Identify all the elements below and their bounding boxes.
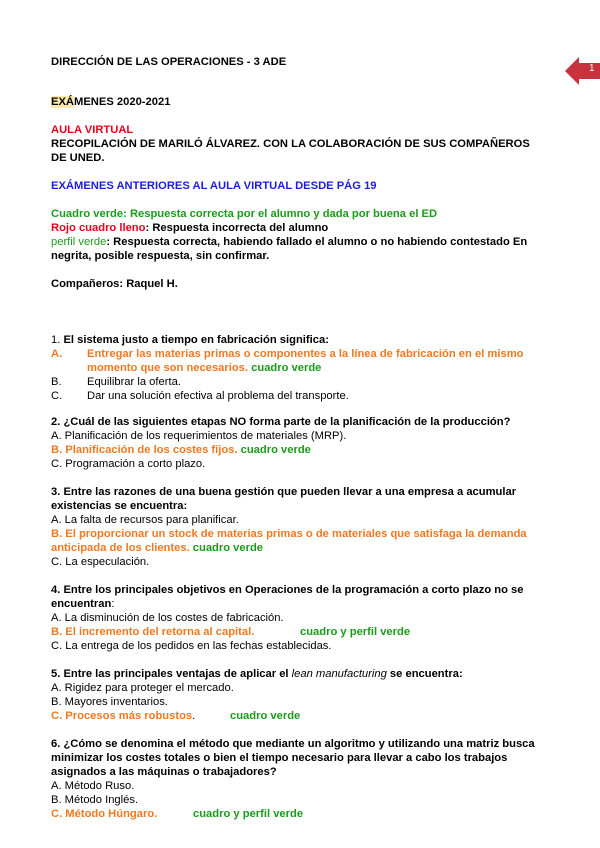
question-6-line-2: minimizar los costes totales o bien el tiempo necesario para llevar a cabo los trabajos [51, 752, 508, 764]
q6-a: A. Método Ruso. [51, 780, 135, 792]
q3-b-line-2: anticipada de los clientes. cuadro verde [51, 542, 264, 554]
q5-a: A. Rigidez para proteger el mercado. [51, 682, 234, 694]
aula-virtual-label: AULA VIRTUAL [51, 124, 134, 136]
question-2: 2. ¿Cuál de las siguientes etapas NO forma parte de la planificación de la producción? [51, 416, 511, 428]
question-3-line-1: 3. Entre las razones de una buena gestión que pueden llevar a una empresa a acumular [51, 486, 517, 498]
q1-c-letter: C. [51, 390, 63, 402]
q1-a-line-2: momento que son necesarios. cuadro verde [87, 362, 322, 374]
anteriores-link[interactable]: EXÁMENES ANTERIORES AL AULA VIRTUAL DESDE PÁG 19 [51, 180, 377, 192]
q1-c: Dar una solución efectiva al problema del transporte. [87, 390, 349, 402]
companions: Compañeros: Raquel H. [51, 278, 178, 290]
q4-b-tag: cuadro y perfil verde [300, 626, 411, 638]
q6-c-tag: cuadro y perfil verde [193, 808, 304, 820]
question-1: 1. El sistema justo a tiempo en fabricación significa: [51, 334, 329, 346]
page-number-badge[interactable] [565, 57, 600, 85]
question-6-line-1: 6. ¿Cómo se denomina el método que mediante un algoritmo y utilizando una matriz busca [51, 738, 535, 750]
question-5: 5. Entre las principales ventajas de aplicar el lean manufacturing se encuentra: [51, 668, 463, 680]
legend-green: Cuadro verde: Respuesta correcta por el alumno y dada por buena el ED [51, 208, 438, 220]
question-4-line-1: 4. Entre los principales objetivos en Operaciones de la programación a corto plazo no se [51, 584, 524, 596]
q2-b: B. Planificación de los costes fijos. cuadro verde [51, 444, 311, 456]
recopilacion-line-2: DE UNED. [51, 152, 105, 164]
q3-a: A. La falta de recursos para planificar. [51, 514, 239, 526]
q4-b: B. El incremento del retorna al capital. [51, 626, 255, 638]
q6-c: C. Método Húngaro. [51, 808, 158, 820]
q1-a-line-1: Entregar las materias primas o componentes a la línea de fabricación en el mismo [87, 348, 524, 360]
q3-c: C. La especulación. [51, 556, 150, 568]
question-3-line-2: existencias se encuentra: [51, 500, 188, 512]
question-4-line-2: encuentran: [51, 598, 115, 610]
q2-a: A. Planificación de los requerimientos de materiales (MRP). [51, 430, 347, 442]
question-6-line-3: asignados a las máquinas o trabajadores? [51, 766, 277, 778]
course-title: DIRECCIÓN DE LAS OPERACIONES - 3 ADE [51, 56, 287, 68]
legend-perfil-line-2: negrita, posible respuesta, sin confirmar. [51, 250, 270, 262]
q5-c: C. Procesos más robustos. [51, 710, 196, 722]
recopilacion-line-1: RECOPILACIÓN DE MARILÓ ÁLVAREZ. CON LA COLABORACIÓN DE SUS COMPAÑEROS [51, 138, 530, 150]
q4-a: A. La disminución de los costes de fabricación. [51, 612, 284, 624]
exams-title: EXÁMENES 2020-2021 [51, 96, 171, 108]
q2-c: C. Programación a corto plazo. [51, 458, 206, 470]
page-number: 1 [589, 63, 595, 74]
legend-perfil-line-1: perfil verde: Respuesta correcta, habiendo fallado el alumno o no habiendo contestado En [51, 236, 528, 248]
q1-a-letter: A. [51, 348, 63, 360]
q1-b: Equilibrar la oferta. [87, 376, 181, 388]
q4-c: C. La entrega de los pedidos en las fechas establecidas. [51, 640, 332, 652]
q3-b-line-1: B. El proporcionar un stock de materias primas o de materiales que satisfaga la demanda [51, 528, 527, 540]
q5-c-tag: cuadro verde [230, 710, 301, 722]
legend-red: Rojo cuadro lleno: Respuesta incorrecta del alumno [51, 222, 329, 234]
q1-b-letter: B. [51, 376, 62, 388]
q6-b: B. Método Inglés. [51, 794, 139, 806]
q5-b: B. Mayores inventarios. [51, 696, 168, 708]
